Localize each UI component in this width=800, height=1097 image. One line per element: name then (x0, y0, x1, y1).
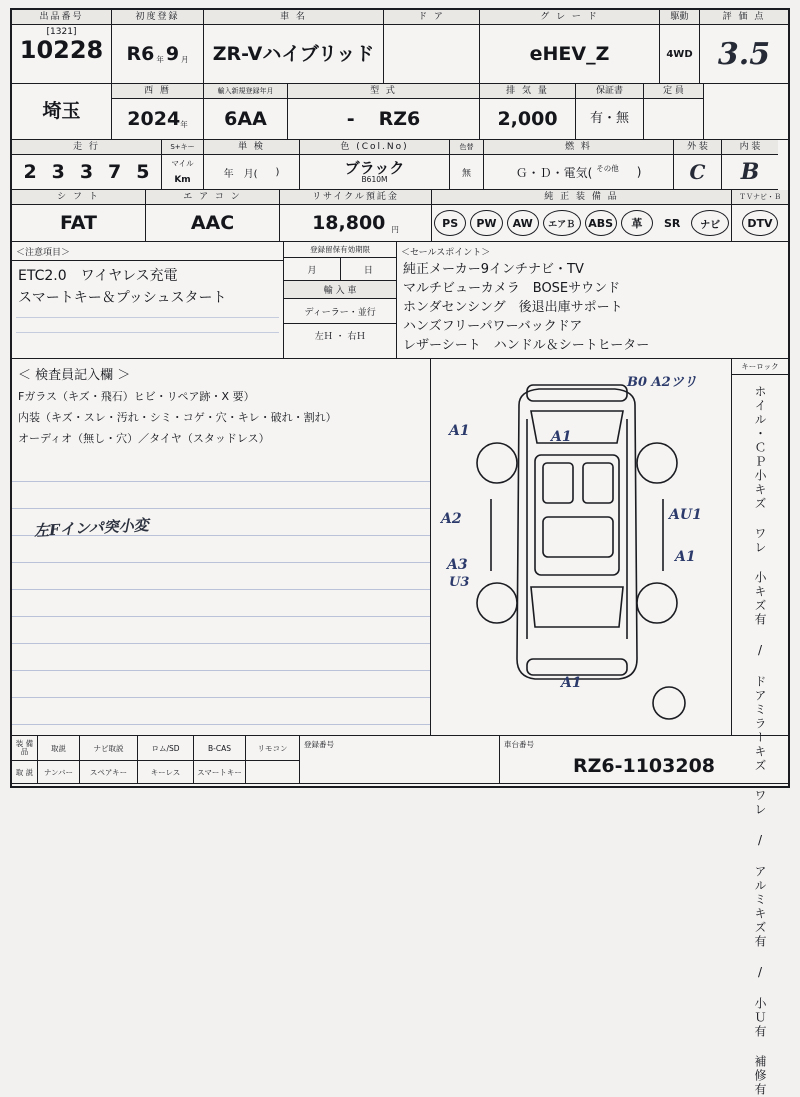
inspector-line: Fガラス（キズ・飛石）ヒビ・リペア跡・X 要） (18, 390, 255, 403)
score-cell (700, 10, 788, 84)
exhibit-no-sub: [1321] (46, 27, 77, 37)
spec-rest-cell (704, 84, 788, 140)
diagram-mark: B0 A2ツリ (627, 375, 697, 390)
inspector-line: オーディオ（無し・穴）／タイヤ（スタッドレス） (18, 432, 270, 445)
reg-no-value (300, 750, 499, 783)
displacement-label: 排 気 量 (480, 84, 575, 99)
chassis-cell (500, 736, 788, 784)
import-label: 輸 入 車 (284, 281, 396, 299)
import-hand: 左Ｈ ・ 右Ｈ (314, 331, 366, 342)
import-block (284, 242, 397, 358)
color-change-value: 無 (461, 168, 471, 179)
equipment-row (12, 190, 788, 242)
equip-pw: PW (470, 210, 502, 236)
grade-value: eHEV_Z (529, 42, 610, 65)
notes-row (12, 242, 788, 359)
recycle-value: 18,800 (312, 211, 386, 234)
exhibit-no-label: 出品番号 (12, 10, 111, 25)
score-label: 評 価 点 (700, 10, 788, 25)
sales-label: ＜セールスポイント＞ (401, 248, 491, 258)
chassis-label: 車台番号 (504, 740, 534, 749)
warranty-cell (576, 84, 644, 140)
pref-value: 埼玉 (42, 100, 81, 123)
sales-line: 純正メーカー9インチナビ・TV (403, 262, 584, 277)
remote-top: リモコン (246, 736, 299, 761)
door-cell (384, 10, 480, 84)
exterior-cell (674, 140, 722, 190)
equip-cell (432, 190, 732, 242)
reg-day: 日 (363, 265, 373, 276)
model-code-dash: - (346, 107, 355, 130)
equip-abs: ABS (585, 210, 617, 236)
door-label: ド ア (384, 10, 479, 25)
equip-label: 純 正 装 備 品 (432, 190, 731, 205)
first-reg-month: 9 (165, 42, 180, 65)
category-label: 輸入新規登録年月 (204, 84, 287, 99)
car-diagram (431, 359, 732, 735)
displacement-cell (480, 84, 576, 140)
interior-label: 内 装 (722, 140, 778, 155)
diagram-mark: A1 (449, 423, 470, 439)
chassis-value: RZ6-1103208 (572, 755, 716, 778)
inspection-month: 月( (243, 168, 258, 180)
mileage-unit-mile: マイル (171, 158, 194, 168)
equip-ps: PS (434, 210, 466, 236)
equip-col-bot: 取 説 (15, 767, 34, 777)
door-value (384, 25, 479, 83)
interior-cell (722, 140, 778, 190)
bcas-col (194, 736, 246, 784)
color-change-label: 色替 (450, 140, 483, 155)
manual-bot: ナンバー (43, 767, 74, 777)
ac-cell (146, 190, 280, 242)
spec-row (12, 84, 788, 140)
mileage-note-label: S+キー (162, 140, 203, 155)
shift-cell (12, 190, 146, 242)
diagram-mark: A1 (561, 675, 582, 691)
equip-navi: ナビ (691, 210, 729, 236)
inspection-year: 年 (223, 168, 234, 180)
reg-month: 月 (284, 258, 340, 280)
caution-line: ETC2.0 ワイヤレス充電 (18, 268, 178, 284)
rom-top: ロム/SD (138, 736, 193, 761)
reg-no-label: 登録番号 (304, 740, 334, 749)
header-row (12, 10, 788, 84)
drive-cell (660, 10, 700, 84)
manual-col (38, 736, 80, 784)
first-reg-month-unit: 月 (181, 54, 189, 64)
year-cell (112, 84, 204, 140)
category-cell (204, 84, 288, 140)
category-value: 6AA (224, 107, 267, 130)
exterior-label: 外 装 (674, 140, 721, 155)
color-change-cell (450, 140, 484, 190)
pref-cell (12, 84, 112, 140)
remote-col (246, 736, 300, 784)
navi-manual-col (80, 736, 138, 784)
year-unit: 年 (180, 119, 188, 129)
seireki-label: 西 暦 (112, 84, 203, 99)
inspection-cell (204, 140, 300, 190)
equip-airbag: エアＢ (543, 210, 581, 236)
inspector-line: 内装（キズ・スレ・汚れ・シミ・コゲ・穴・キレ・破れ・割れ） (18, 411, 337, 424)
model-code-value: RZ6 (378, 107, 421, 130)
model-code-cell (288, 84, 480, 140)
recycle-label: リサイクル預託金 (280, 190, 431, 205)
inspection-label: 単 検 (204, 140, 299, 155)
drive-label: 駆動 (660, 10, 699, 25)
diagram-mark: A2 (441, 511, 462, 527)
model-code-label: 型 式 (288, 84, 479, 99)
diagram-mark: U3 (449, 575, 470, 590)
bcas-bot: スマートキー (197, 767, 242, 777)
diagram-mark: A1 (551, 429, 572, 445)
car-name-cell (204, 10, 384, 84)
mileage-digit: 3 (51, 160, 65, 183)
score-value: 3.5 (717, 36, 771, 72)
equip-dtv: DTV (742, 210, 778, 236)
equip-aw: AW (507, 210, 539, 236)
capacity-label: 定 員 (644, 84, 703, 99)
import-type: ディーラー・並行 (284, 299, 396, 324)
wheel-condition-text: ホイル・ＣＰ小キズ ワレ 小キズ有 / ドアミラーキズ ワレ / アルミキズ有 / 小Ｕ有 補修有 (753, 385, 767, 1097)
running-row (12, 140, 788, 190)
interior-value: B (740, 159, 760, 185)
diagram-mark: AU1 (669, 507, 702, 523)
rom-bot: キーレス (150, 767, 181, 777)
diagram-mark: A3 (447, 557, 468, 573)
mileage-digit: 7 (108, 160, 122, 183)
caution-block (12, 242, 284, 358)
remote-bot (246, 761, 299, 783)
inspection-end: ) (275, 166, 280, 178)
navi-bot: スペアキー (89, 767, 128, 777)
grade-label: グ レ ー ド (480, 10, 659, 25)
equip-col-top: 装 備 品 (12, 736, 37, 761)
car-name-value: ZR-Vハイブリッド (212, 42, 375, 65)
ac-label: エ ア コ ン (146, 190, 279, 205)
fuel-end: ) (636, 165, 642, 179)
fuel-label: 燃 料 (484, 140, 673, 155)
shift-label: シ フ ト (12, 190, 145, 205)
mileage-digit: 3 (79, 160, 94, 183)
inspector-notes (12, 359, 431, 735)
caution-line: スマートキー＆プッシュスタート (18, 290, 227, 306)
warranty-value: 有・無 (589, 110, 629, 126)
navi-top: ナビ取説 (80, 736, 137, 761)
displacement-value: 2,000 (497, 107, 558, 130)
car-name-label: 車 名 (204, 10, 383, 25)
first-reg-year-unit: 年 (156, 54, 164, 64)
color-code: B610M (361, 175, 388, 185)
manual-top: 取説 (38, 736, 79, 761)
bcas-top: B-CAS (194, 736, 245, 761)
mileage-unit-cell (162, 140, 204, 190)
warranty-label: 保証書 (576, 84, 643, 99)
recycle-cell (280, 190, 432, 242)
exhibit-no-value: 10228 (19, 36, 104, 64)
mileage-digit: 2 (23, 160, 37, 183)
sales-block (397, 242, 788, 358)
grade-cell (480, 10, 660, 84)
first-reg-label: 初度登録 (112, 10, 203, 25)
sales-line: ホンダセンシング 後退出庫サポート (403, 300, 623, 315)
sales-line: マルチビューカメラ BOSEサウンド (403, 281, 621, 296)
equipment-col-label (12, 736, 38, 784)
fuel-cell (484, 140, 674, 190)
inspector-handwritten-note: 左Fインパ突小変 (33, 516, 150, 540)
sales-line: レザーシート ハンドル＆シートヒーター (403, 338, 650, 353)
equip-leather: 革 (621, 210, 653, 236)
auction-sheet (10, 8, 790, 1097)
mileage-digit: 5 (136, 160, 150, 183)
mileage-cell (12, 140, 162, 190)
color-cell (300, 140, 450, 190)
wheel-condition-column (732, 359, 788, 1097)
reg-hold-label: 登録留保有効期限 (284, 242, 396, 258)
fuel-options: Ｇ・Ｄ・電気( (515, 165, 593, 180)
rom-col (138, 736, 194, 784)
key-lock-label: キーロック (732, 359, 788, 375)
inspector-title: ＜ 検査員記入欄 ＞ (18, 368, 131, 383)
drive-value: 4WD (666, 48, 693, 60)
fuel-other: その他 (596, 163, 619, 173)
recycle-unit: 円 (391, 224, 399, 234)
mileage-label: 走 行 (12, 140, 161, 155)
first-reg-cell (112, 10, 204, 84)
ac-value: AAC (190, 211, 235, 234)
diagram-mark: A1 (675, 549, 696, 565)
shift-value: FAT (60, 211, 97, 234)
capacity-value (644, 99, 703, 139)
exhibit-no-cell (12, 10, 112, 84)
caution-label: ＜注意項目＞ (12, 242, 283, 261)
color-value: ブラック (344, 158, 405, 177)
year-value: 2024 (127, 107, 181, 130)
sales-line: ハンズフリーパワーバックドア (403, 319, 583, 334)
first-reg-era: R6 (126, 42, 155, 65)
color-label: 色 (Col.No) (300, 140, 449, 155)
reg-no-cell (300, 736, 500, 784)
tv-cell (732, 190, 788, 242)
mileage-unit-km: Km (174, 175, 191, 185)
bottom-row (12, 735, 788, 784)
capacity-cell (644, 84, 704, 140)
equip-sr: SR (664, 216, 681, 230)
tv-label: ＴＶナビ・Ｂ (732, 190, 788, 205)
exterior-value: C (689, 160, 706, 184)
